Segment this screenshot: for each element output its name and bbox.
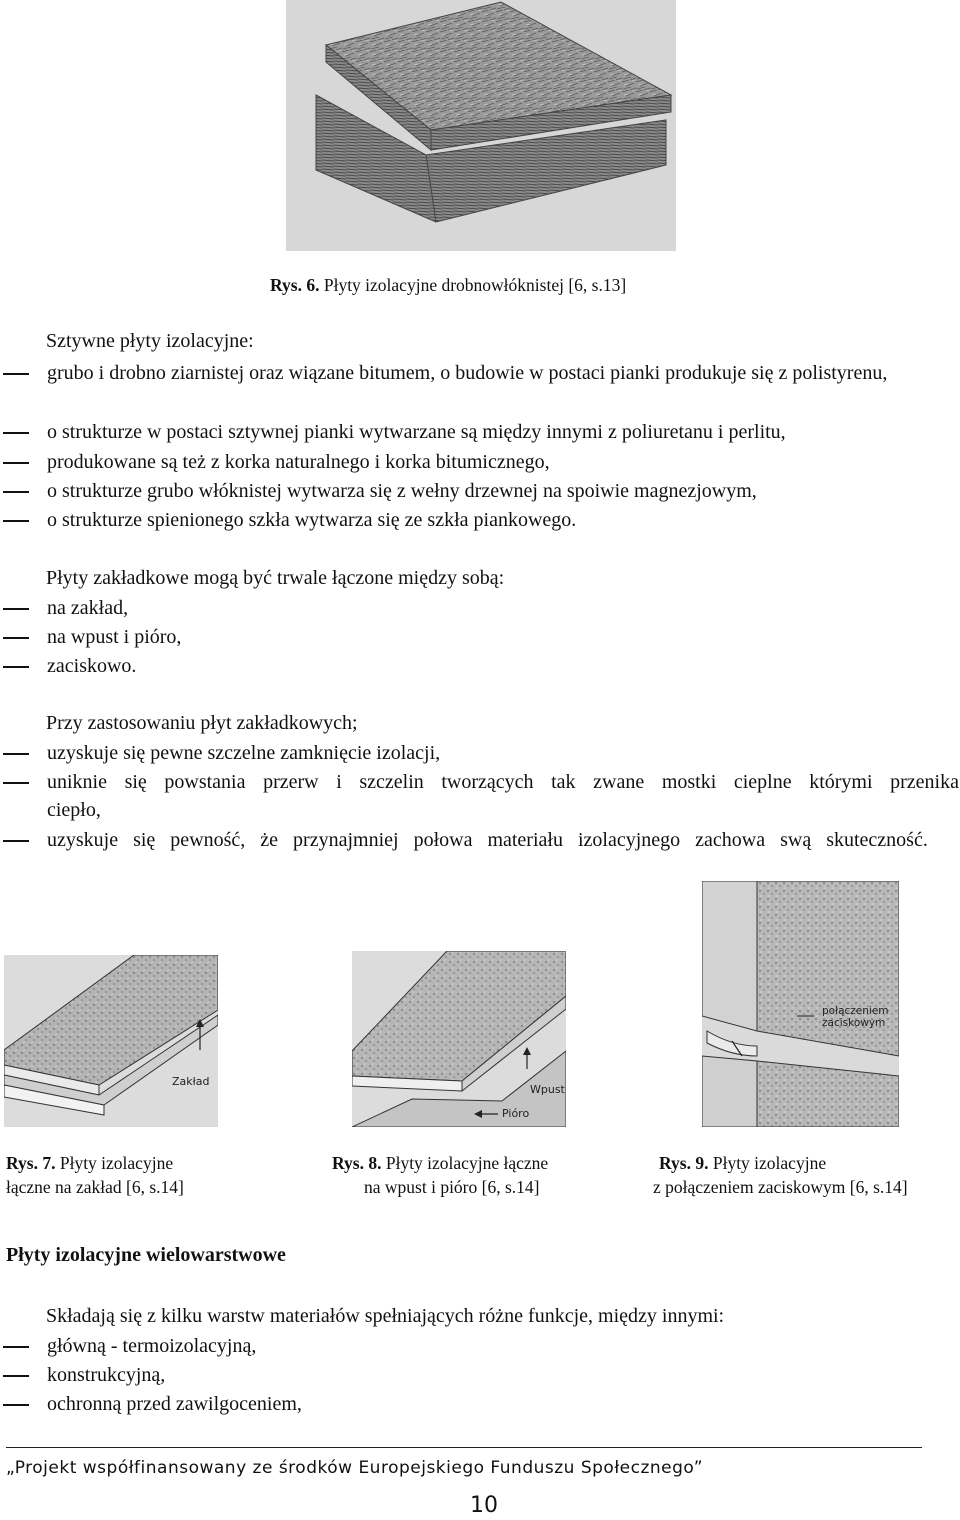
figure-insulation-boards-fine-fibre [286, 0, 676, 251]
list-item-text: ochronną przed zawilgoceniem, [47, 1393, 302, 1415]
section-heading: Płyty izolacyjne wielowarstwowe [6, 1244, 286, 1266]
figure-8-caption-line-2: na wpust i pióro [6, s.14] [364, 1177, 540, 1197]
figure-6-caption [270, 273, 626, 297]
dash-bullet [3, 1375, 29, 1377]
figure-9-caption-label: Rys. 9. [659, 1153, 709, 1173]
overlap-boards-intro: Płyty zakładkowe mogą być trwale łączone między sobą: [46, 567, 505, 589]
benefits-intro: Przy zastosowaniu płyt zakładkowych; [46, 712, 358, 734]
list-item-text: zaciskowo. [47, 655, 137, 677]
dash-bullet [3, 637, 29, 639]
clamp-joint-illustration [702, 881, 899, 1127]
figure-tongue-and-groove [352, 951, 566, 1127]
dash-bullet [3, 753, 29, 755]
dash-bullet [3, 373, 29, 375]
page-number: 10 [470, 1493, 498, 1518]
footer-divider [6, 1447, 922, 1448]
figure-clamp-joint [702, 881, 899, 1127]
overlap-label: Zakład [172, 1075, 210, 1088]
rigid-boards-intro: Sztywne płyty izolacyjne: [46, 330, 254, 352]
list-item-text: na wpust i pióro, [47, 626, 182, 648]
clamp-label [822, 1005, 889, 1029]
dash-bullet [3, 491, 29, 493]
groove-label: Wpust [530, 1083, 565, 1096]
tongue-label: Pióro [502, 1107, 530, 1120]
figure-8-caption-label: Rys. 8. [332, 1153, 382, 1173]
list-item-text: na zakład, [47, 597, 129, 619]
insulation-boards-illustration [286, 0, 676, 251]
list-item-text: uzyskuje się pewne szczelne zamknięcie izolacji, [47, 742, 441, 764]
clamp-label-line-1: połączeniem [822, 1005, 889, 1017]
list-item-text: uniknie się powstania przerw i szczelin tworzących tak zwane mostki cieplne którymi przenika ciepło, [47, 771, 959, 821]
list-item-text: uzyskuje się pewność, że przynajmniej połowa materiału izolacyjnego zachowa swą skuteczność. [47, 829, 928, 851]
multilayer-intro: Składają się z kilku warstw materiałów spełniających różne funkcje, między innymi: [46, 1305, 725, 1327]
dash-bullet [3, 666, 29, 668]
figure-7-caption [6, 1151, 184, 1199]
dash-bullet [3, 462, 29, 464]
list-item-text: o strukturze w postaci sztywnej pianki wytwarzane są między innymi z poliuretanu i perlitu, [47, 421, 786, 443]
figure-overlap-joint [4, 955, 218, 1127]
figure-7-caption-line-1: Płyty izolacyjne [55, 1153, 174, 1173]
dash-bullet [3, 840, 29, 842]
figure-8-caption [332, 1151, 548, 1199]
dash-bullet [3, 782, 29, 784]
figure-7-caption-line-2: łączne na zakład [6, s.14] [6, 1177, 184, 1197]
dash-bullet [3, 432, 29, 434]
list-item-text: grubo i drobno ziarnistej oraz wiązane bitumem, o budowie w postaci pianki produkuje się z polistyrenu, [47, 362, 888, 384]
list-item-text: konstrukcyjną, [47, 1364, 166, 1386]
footer-text: „Projekt współfinansowany ze środków Europejskiego Funduszu Społecznego” [6, 1458, 704, 1478]
list-item-text: produkowane są też z korka naturalnego i korka bitumicznego, [47, 451, 550, 473]
list-item-text: główną - termoizolacyjną, [47, 1335, 257, 1357]
clamp-label-line-2: zaciskowym [822, 1017, 886, 1029]
figure-9-caption-line-1: Płyty izolacyjne [708, 1153, 827, 1173]
list-item-text: o strukturze grubo włóknistej wytwarza się z wełny drzewnej na spoiwie magnezjowym, [47, 480, 757, 502]
dash-bullet [3, 1404, 29, 1406]
figure-9-caption-line-2: z połączeniem zaciskowym [6, s.14] [653, 1177, 908, 1197]
tongue-and-groove-illustration [352, 951, 566, 1127]
list-item-text: o strukturze spienionego szkła wytwarza się ze szkła piankowego. [47, 509, 577, 531]
overlap-joint-illustration [4, 955, 218, 1127]
dash-bullet [3, 520, 29, 522]
figure-7-caption-label: Rys. 7. [6, 1153, 56, 1173]
dash-bullet [3, 608, 29, 610]
figure-6-caption-label: Rys. 6. [270, 275, 320, 295]
dash-bullet [3, 1346, 29, 1348]
figure-6-caption-text: Płyty izolacyjne drobnowłóknistej [6, s.13] [319, 275, 627, 295]
figure-8-caption-line-1: Płyty izolacyjne łączne [381, 1153, 549, 1173]
figure-9-caption [653, 1151, 908, 1199]
